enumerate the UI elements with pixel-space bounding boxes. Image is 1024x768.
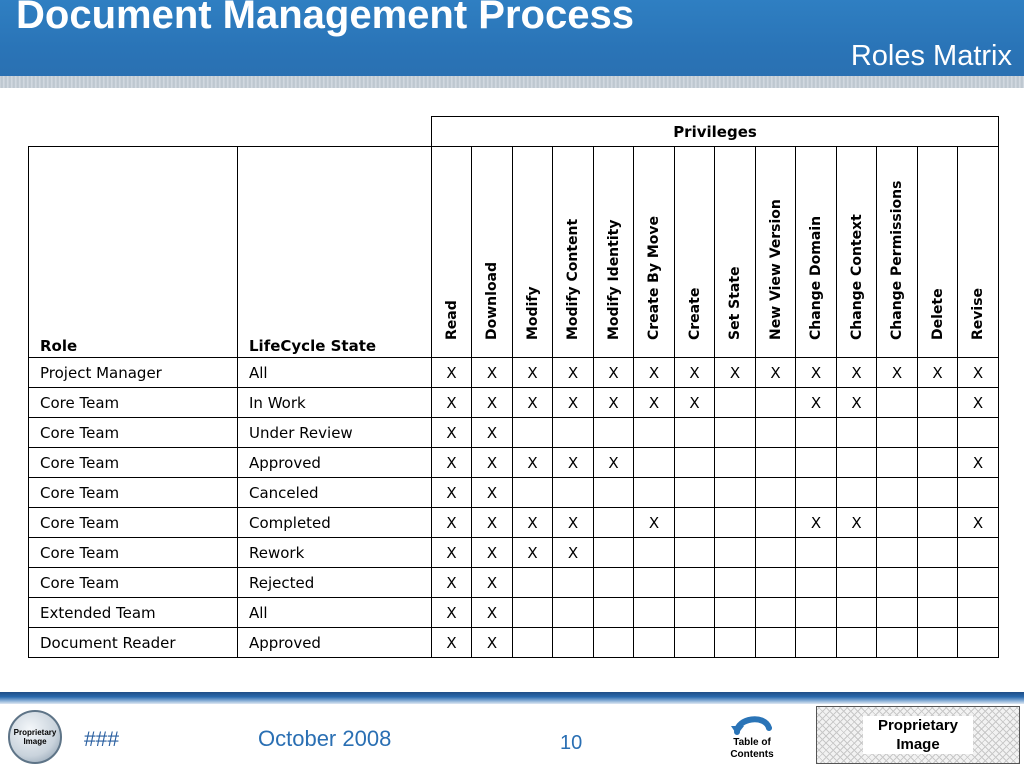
privilege-mark-cell: X	[958, 358, 999, 388]
privilege-mark-cell	[594, 478, 634, 508]
privilege-mark-cell	[675, 598, 715, 628]
privilege-mark-cell: X	[958, 448, 999, 478]
privilege-mark-cell	[918, 628, 958, 658]
privilege-mark-cell	[796, 568, 837, 598]
privilege-mark-cell	[877, 628, 918, 658]
privilege-label: Delete	[929, 288, 946, 340]
proprietary-logo	[8, 710, 62, 764]
role-cell: Project Manager	[29, 358, 238, 388]
table-row	[29, 388, 999, 418]
privilege-mark-cell: X	[634, 388, 675, 418]
privilege-mark-cell	[918, 388, 958, 418]
privilege-header-new-view-version	[756, 147, 796, 358]
role-cell: Core Team	[29, 568, 238, 598]
privilege-mark-cell: X	[472, 358, 513, 388]
privilege-mark-cell: X	[432, 388, 472, 418]
privilege-mark-cell: X	[472, 538, 513, 568]
role-cell: Document Reader	[29, 628, 238, 658]
privilege-mark-cell: X	[513, 448, 553, 478]
privilege-header-change-domain	[796, 147, 837, 358]
privilege-mark-cell: X	[513, 388, 553, 418]
privilege-mark-cell	[715, 478, 756, 508]
privilege-mark-cell: X	[634, 358, 675, 388]
privilege-mark-cell	[553, 568, 594, 598]
table-row	[29, 448, 999, 478]
privilege-mark-cell	[594, 538, 634, 568]
lifecycle-state-cell: All	[238, 598, 432, 628]
role-cell: Core Team	[29, 418, 238, 448]
privilege-mark-cell	[958, 538, 999, 568]
privilege-mark-cell	[715, 448, 756, 478]
privilege-header-modify-content	[553, 147, 594, 358]
privilege-mark-cell: X	[594, 448, 634, 478]
privilege-mark-cell: X	[472, 478, 513, 508]
table-row	[29, 568, 999, 598]
privilege-mark-cell	[796, 418, 837, 448]
privilege-label: Set State	[727, 266, 743, 340]
privilege-mark-cell	[877, 478, 918, 508]
privilege-label: Modify Content	[565, 218, 581, 340]
header-texture-band	[0, 76, 1024, 88]
privilege-mark-cell	[513, 568, 553, 598]
privilege-mark-cell: X	[796, 508, 837, 538]
privilege-mark-cell	[594, 508, 634, 538]
return-arrow-icon	[729, 710, 775, 736]
lifecycle-state-cell: Rework	[238, 538, 432, 568]
privilege-mark-cell: X	[675, 388, 715, 418]
privilege-mark-cell	[756, 478, 796, 508]
footer-hash: ###	[84, 728, 120, 751]
slide-header	[0, 0, 1024, 88]
privilege-header-download	[472, 147, 513, 358]
privilege-mark-cell	[513, 598, 553, 628]
privilege-mark-cell: X	[432, 478, 472, 508]
privilege-mark-cell: X	[634, 508, 675, 538]
privilege-mark-cell: X	[958, 508, 999, 538]
lifecycle-state-cell: Rejected	[238, 568, 432, 598]
privilege-mark-cell	[756, 388, 796, 418]
role-cell: Core Team	[29, 448, 238, 478]
privilege-header-delete	[918, 147, 958, 358]
privilege-mark-cell	[796, 628, 837, 658]
privilege-mark-cell	[958, 568, 999, 598]
privilege-mark-cell	[796, 448, 837, 478]
privilege-mark-cell	[877, 388, 918, 418]
lifecycle-state-cell: Under Review	[238, 418, 432, 448]
table-row	[29, 478, 999, 508]
privilege-mark-cell	[837, 568, 877, 598]
privilege-mark-cell	[594, 568, 634, 598]
privilege-mark-cell	[675, 568, 715, 598]
privilege-mark-cell	[715, 598, 756, 628]
table-row	[29, 628, 999, 658]
footer-date: October 2008	[258, 726, 392, 751]
privilege-header-read	[432, 147, 472, 358]
privilege-header-modify	[513, 147, 553, 358]
privilege-mark-cell	[918, 448, 958, 478]
blank-corner	[29, 117, 432, 147]
privilege-mark-cell	[675, 418, 715, 448]
privilege-mark-cell	[958, 478, 999, 508]
privilege-mark-cell	[553, 628, 594, 658]
privilege-mark-cell	[837, 598, 877, 628]
privilege-header-create	[675, 147, 715, 358]
roles-matrix-table	[28, 116, 999, 658]
privilege-mark-cell: X	[432, 358, 472, 388]
privilege-mark-cell: X	[594, 358, 634, 388]
privilege-mark-cell: X	[553, 388, 594, 418]
privilege-mark-cell	[553, 418, 594, 448]
privilege-mark-cell	[675, 628, 715, 658]
privilege-mark-cell	[513, 478, 553, 508]
privilege-mark-cell: X	[877, 358, 918, 388]
privilege-header-modify-identity	[594, 147, 634, 358]
lifecycle-state-cell: Approved	[238, 628, 432, 658]
privilege-mark-cell	[675, 538, 715, 568]
privilege-mark-cell: X	[432, 598, 472, 628]
privilege-header-set-state	[715, 147, 756, 358]
role-cell: Core Team	[29, 388, 238, 418]
privilege-mark-cell: X	[432, 538, 472, 568]
privilege-label: New View Version	[767, 199, 784, 340]
privilege-mark-cell	[918, 478, 958, 508]
privilege-mark-cell: X	[553, 508, 594, 538]
privilege-mark-cell	[958, 628, 999, 658]
privilege-mark-cell	[634, 598, 675, 628]
table-row	[29, 598, 999, 628]
privilege-mark-cell	[513, 628, 553, 658]
role-cell: Core Team	[29, 508, 238, 538]
privilege-label: Change Domain	[808, 215, 824, 340]
privilege-mark-cell	[594, 628, 634, 658]
page-number: 10	[560, 732, 583, 754]
privilege-mark-cell: X	[553, 538, 594, 568]
privilege-mark-cell	[715, 418, 756, 448]
privileges-header: Privileges	[432, 117, 999, 147]
privilege-mark-cell: X	[472, 628, 513, 658]
privilege-mark-cell	[634, 418, 675, 448]
privilege-label: Download	[484, 261, 500, 340]
privilege-label: Modify Identity	[605, 219, 622, 340]
privilege-mark-cell: X	[513, 508, 553, 538]
privilege-mark-cell: X	[796, 388, 837, 418]
privilege-mark-cell	[918, 418, 958, 448]
privilege-mark-cell	[553, 478, 594, 508]
slide-subtitle: Roles Matrix	[850, 40, 1012, 72]
privilege-mark-cell: X	[958, 388, 999, 418]
privilege-mark-cell: X	[513, 538, 553, 568]
privilege-mark-cell	[715, 508, 756, 538]
privilege-mark-cell: X	[432, 418, 472, 448]
privilege-header-change-permissions	[877, 147, 918, 358]
privilege-mark-cell	[837, 538, 877, 568]
privilege-mark-cell	[715, 568, 756, 598]
privilege-mark-cell	[675, 508, 715, 538]
privilege-mark-cell	[634, 478, 675, 508]
privilege-mark-cell	[756, 448, 796, 478]
privilege-mark-cell	[675, 478, 715, 508]
privilege-mark-cell	[715, 388, 756, 418]
privilege-mark-cell: X	[594, 388, 634, 418]
privilege-mark-cell	[756, 598, 796, 628]
privilege-mark-cell: X	[715, 358, 756, 388]
privilege-mark-cell	[837, 418, 877, 448]
privilege-label: Create By Move	[646, 215, 662, 340]
privilege-mark-cell: X	[918, 358, 958, 388]
privilege-mark-cell	[877, 448, 918, 478]
privilege-mark-cell	[958, 418, 999, 448]
privilege-mark-cell	[715, 628, 756, 658]
privilege-mark-cell: X	[553, 358, 594, 388]
privilege-label: Revise	[970, 287, 986, 340]
privilege-mark-cell: X	[837, 358, 877, 388]
footer-divider	[0, 692, 1024, 704]
table-row	[29, 538, 999, 568]
privilege-mark-cell	[675, 448, 715, 478]
role-cell: Core Team	[29, 538, 238, 568]
role-cell: Core Team	[29, 478, 238, 508]
privilege-mark-cell	[756, 418, 796, 448]
privilege-mark-cell	[877, 418, 918, 448]
privilege-mark-cell	[756, 628, 796, 658]
privilege-mark-cell	[513, 418, 553, 448]
privilege-header-revise	[958, 147, 999, 358]
privilege-mark-cell	[796, 478, 837, 508]
lifecycle-state-column-header: LifeCycle State	[238, 147, 432, 358]
privilege-mark-cell	[634, 568, 675, 598]
privilege-mark-cell: X	[472, 448, 513, 478]
privilege-mark-cell	[918, 538, 958, 568]
lifecycle-state-cell: In Work	[238, 388, 432, 418]
table-row	[29, 418, 999, 448]
privilege-mark-cell	[756, 508, 796, 538]
privilege-mark-cell	[796, 538, 837, 568]
privilege-mark-cell: X	[837, 388, 877, 418]
privilege-header-create-by-move	[634, 147, 675, 358]
privilege-mark-cell	[634, 448, 675, 478]
privilege-mark-cell	[756, 568, 796, 598]
role-column-header: Role	[29, 147, 238, 358]
role-cell: Extended Team	[29, 598, 238, 628]
privilege-mark-cell	[877, 568, 918, 598]
privilege-mark-cell	[634, 538, 675, 568]
privilege-mark-cell	[837, 628, 877, 658]
lifecycle-state-cell: Approved	[238, 448, 432, 478]
privilege-mark-cell: X	[513, 358, 553, 388]
table-row	[29, 508, 999, 538]
privilege-mark-cell: X	[472, 418, 513, 448]
privilege-label: Create	[686, 287, 703, 340]
privilege-mark-cell: X	[553, 448, 594, 478]
slide-title: Document Management Process	[16, 0, 634, 37]
lifecycle-state-cell: All	[238, 358, 432, 388]
privilege-label: Change Context	[848, 214, 865, 340]
privilege-label: Change Permissions	[889, 180, 905, 340]
privilege-label: Read	[443, 300, 460, 340]
proprietary-image-box	[816, 706, 1020, 764]
proprietary-image-label: Proprietary Image	[863, 716, 973, 754]
privilege-mark-cell	[594, 418, 634, 448]
privilege-mark-cell	[877, 508, 918, 538]
table-row	[29, 358, 999, 388]
logo-text: Proprietary Image	[13, 728, 57, 746]
privilege-mark-cell	[756, 538, 796, 568]
privilege-mark-cell	[634, 628, 675, 658]
privilege-mark-cell	[837, 478, 877, 508]
privilege-header-change-context	[837, 147, 877, 358]
privilege-mark-cell	[837, 448, 877, 478]
privilege-mark-cell: X	[837, 508, 877, 538]
privilege-mark-cell	[877, 538, 918, 568]
privilege-label: Modify	[524, 286, 541, 340]
lifecycle-state-cell: Canceled	[238, 478, 432, 508]
privilege-mark-cell	[918, 598, 958, 628]
lifecycle-state-cell: Completed	[238, 508, 432, 538]
privilege-mark-cell	[918, 568, 958, 598]
table-of-contents-button[interactable]	[718, 710, 786, 766]
privilege-mark-cell	[594, 598, 634, 628]
privilege-mark-cell: X	[432, 568, 472, 598]
privilege-mark-cell: X	[472, 568, 513, 598]
privilege-mark-cell: X	[432, 628, 472, 658]
privilege-mark-cell: X	[432, 448, 472, 478]
privilege-mark-cell	[958, 598, 999, 628]
toc-label: Table of Contents	[730, 737, 774, 760]
privilege-mark-cell: X	[472, 598, 513, 628]
privilege-mark-cell	[918, 508, 958, 538]
privilege-mark-cell: X	[796, 358, 837, 388]
privilege-mark-cell	[553, 598, 594, 628]
privilege-mark-cell: X	[472, 508, 513, 538]
privilege-mark-cell: X	[432, 508, 472, 538]
privilege-mark-cell	[715, 538, 756, 568]
privilege-mark-cell	[877, 598, 918, 628]
privilege-mark-cell: X	[756, 358, 796, 388]
privilege-mark-cell: X	[675, 358, 715, 388]
privilege-mark-cell	[796, 598, 837, 628]
privilege-mark-cell: X	[472, 388, 513, 418]
